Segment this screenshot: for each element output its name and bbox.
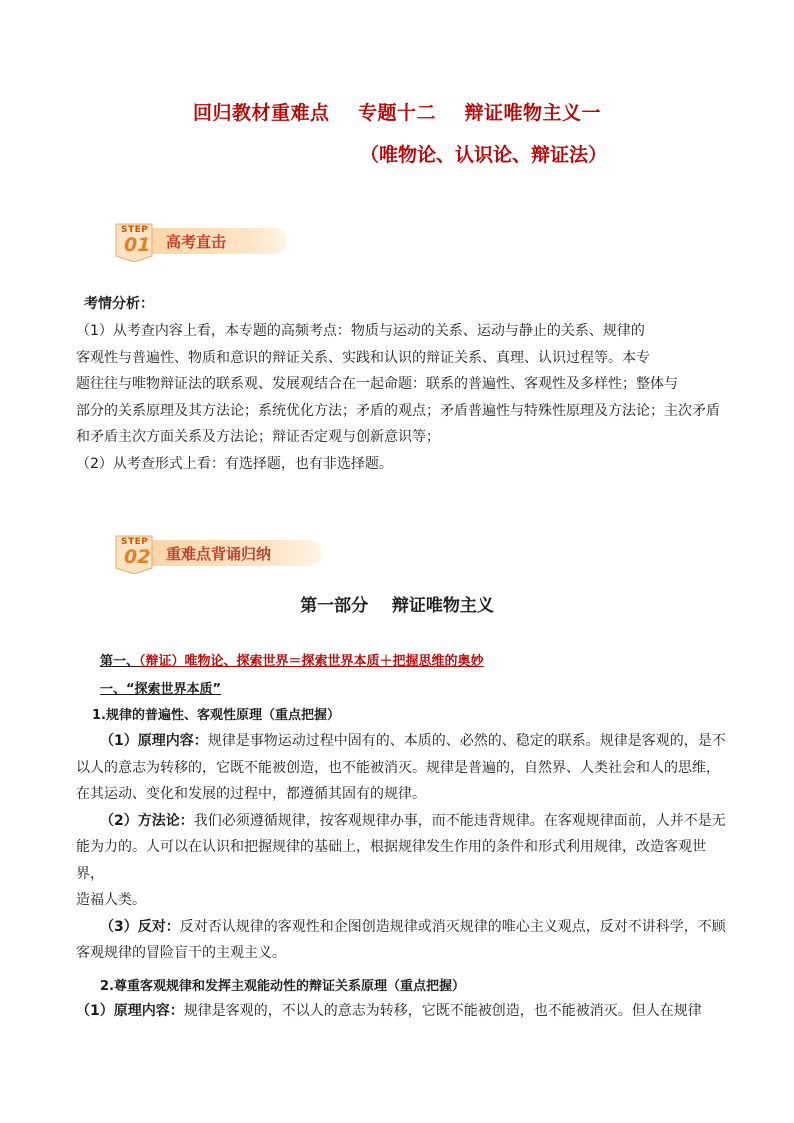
body-line: [76, 808, 732, 835]
step-01-banner: [112, 222, 312, 262]
body-line: [76, 728, 732, 755]
section-heading: [100, 650, 484, 669]
item-text: 规律是客观的，不以人的意志为转移，它既不能被创造，也不能被消灭。但人在规律: [183, 1003, 702, 1019]
item-lead: （2）方法论：: [100, 812, 194, 829]
analysis-line: 和矛盾主次方面关系及方法论；辩证否定观与创新意识等；: [76, 429, 440, 445]
body-line: 造福人类。: [76, 892, 146, 908]
item-text: 我们必须遵循规律，按客观规律办事，而不能违背规律。在客观规律面前，人并不是无: [193, 812, 726, 829]
analysis-line: （1）从考查内容上看，本专题的高频考点：物质与运动的关系、运动与静止的关系、规律的: [76, 323, 645, 339]
subsection-heading: 一、“探索世界本质”: [100, 682, 222, 697]
analysis-line: 客观性与普遍性、物质和意识的辩证关系、实践和认识的辩证关系、真理、认识过程等。本专: [76, 349, 650, 366]
step-number: 02: [124, 546, 151, 568]
step-02-banner: [112, 534, 342, 574]
step-number: 01: [124, 234, 151, 256]
step-label: 高考直击: [166, 233, 227, 251]
analysis-line: 部分的关系原理及其方法论；系统优化方法；矛盾的观点；矛盾普遍性与特殊性原理及方法论；主次矛盾: [76, 402, 720, 419]
analysis-paragraph: [76, 318, 726, 477]
body-line: [76, 914, 732, 941]
principle-body: [76, 728, 732, 967]
body-line: 客观规律的冒险盲干的主观主义。: [76, 945, 286, 961]
analysis-line: （2）从考查形式上看：有选择题，也有非选择题。: [76, 455, 393, 472]
body-line: 以人的意志为转移的，它既不能被创造，也不能被消灭。规律是普遍的，自然界、人类社会和人的思维，: [76, 759, 720, 776]
step-word: STEP: [121, 225, 149, 235]
item-lead: （3）反对：: [100, 918, 180, 935]
body-line: [76, 998, 732, 1025]
item-text: 反对否认规律的客观性和企图创造规律或消灭规律的唯心主义观点，反对不讲科学，不顾: [179, 918, 726, 935]
analysis-line: 题往往与唯物辩证法的联系观、发展观结合在一起命题：联系的普遍性、客观性及多样性；整体与: [76, 376, 678, 392]
section-prefix: 第一、: [100, 654, 140, 669]
body-line: 在其运动、变化和发展的过程中，都遵循其固有的规律。: [76, 786, 426, 802]
body-line: 能为力的。人可以在认识和把握规律的基础上，根据规律发生作用的条件和形式利用规律，改造客观世界，: [76, 839, 706, 882]
analysis-heading: 考情分析：: [84, 296, 154, 312]
part-title: 第一部分 辩证唯物主义: [300, 596, 494, 616]
page-subtitle: （唯物论、认识论、辩证法）: [360, 144, 608, 166]
section-title-red: （辩证）唯物论、探索世界＝探索世界本质＋把握思维的奥妙: [139, 654, 484, 669]
item-lead: （1）原理内容：: [76, 1003, 184, 1019]
principle-heading: 2.尊重客观规律和发挥主观能动性的辩证关系原理（重点把握）: [100, 979, 465, 994]
principle-body: [76, 998, 732, 1025]
item-text: 规律是事物运动过程中固有的、本质的、必然的、稳定的联系。规律是客观的，是不: [207, 733, 726, 749]
item-lead: （1）原理内容：: [100, 733, 208, 749]
step-label: 重难点背诵归纳: [166, 545, 272, 563]
page-title: 回归教材重难点 专题十二 辩证唯物主义一: [193, 102, 601, 124]
step-word: STEP: [121, 537, 149, 547]
principle-heading: 1.规律的普遍性、客观性原理（重点把握）: [92, 708, 340, 723]
